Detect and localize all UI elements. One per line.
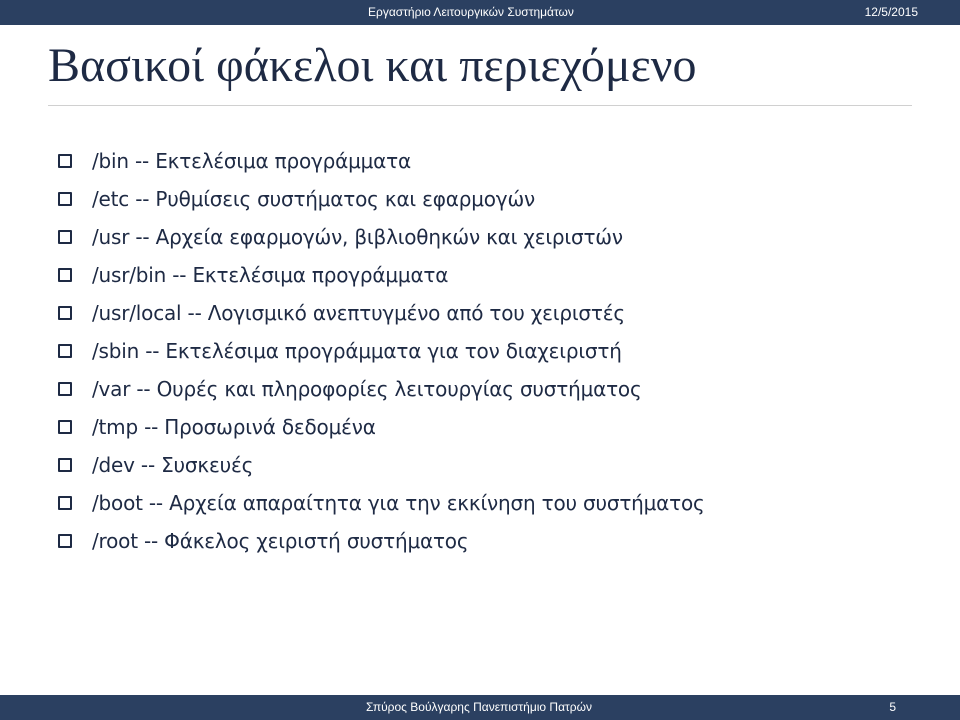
list-item [58, 332, 918, 370]
bullet-text: /usr/bin -- Εκτελέσιμα προγράμματα [92, 263, 449, 287]
bullet-text: /bin -- Εκτελέσιμα προγράμματα [92, 149, 411, 173]
list-item [58, 370, 918, 408]
list-item [58, 446, 918, 484]
bullet-text: /root -- Φάκελος χειριστή συστήματος [92, 529, 469, 553]
list-item [58, 180, 918, 218]
square-bullet-icon [58, 344, 72, 358]
list-item [58, 256, 918, 294]
list-item [58, 522, 918, 560]
title-divider [48, 105, 912, 106]
course-title: Εργαστήριο Λειτουργικών Συστημάτων [368, 5, 574, 19]
bullet-text: /usr/local -- Λογισμικό ανεπτυγμένο από του χειριστές [92, 301, 625, 325]
square-bullet-icon [58, 230, 72, 244]
author-affiliation: Σπύρος Βούλγαρης Πανεπιστήμιο Πατρών [366, 700, 592, 714]
slide-date: 12/5/2015 [864, 5, 918, 19]
slide-title: Βασικοί φάκελοι και περιεχόμενο [48, 39, 697, 92]
bullet-text: /dev -- Συσκευές [92, 453, 254, 477]
list-item [58, 218, 918, 256]
square-bullet-icon [58, 420, 72, 434]
list-item [58, 142, 918, 180]
square-bullet-icon [58, 268, 72, 282]
list-item [58, 294, 918, 332]
list-item [58, 408, 918, 446]
square-bullet-icon [58, 534, 72, 548]
bullet-list [58, 142, 918, 560]
square-bullet-icon [58, 382, 72, 396]
bullet-text: /sbin -- Εκτελέσιμα προγράμματα για τον διαχειριστή [92, 339, 622, 363]
square-bullet-icon [58, 496, 72, 510]
footer-bar [0, 695, 960, 720]
square-bullet-icon [58, 192, 72, 206]
bullet-text: /boot -- Αρχεία απαραίτητα για την εκκίνηση του συστήματος [92, 491, 705, 515]
bullet-text: /var -- Ουρές και πληροφορίες λειτουργίας συστήματος [92, 377, 642, 401]
bullet-text: /etc -- Ρυθμίσεις συστήματος και εφαρμογών [92, 187, 535, 211]
list-item [58, 484, 918, 522]
page-number: 5 [889, 700, 896, 714]
header-bar [0, 0, 960, 25]
square-bullet-icon [58, 154, 72, 168]
square-bullet-icon [58, 458, 72, 472]
bullet-text: /tmp -- Προσωρινά δεδομένα [92, 415, 376, 439]
bullet-text: /usr -- Αρχεία εφαρμογών, βιβλιοθηκών και χειριστών [92, 225, 623, 249]
square-bullet-icon [58, 306, 72, 320]
